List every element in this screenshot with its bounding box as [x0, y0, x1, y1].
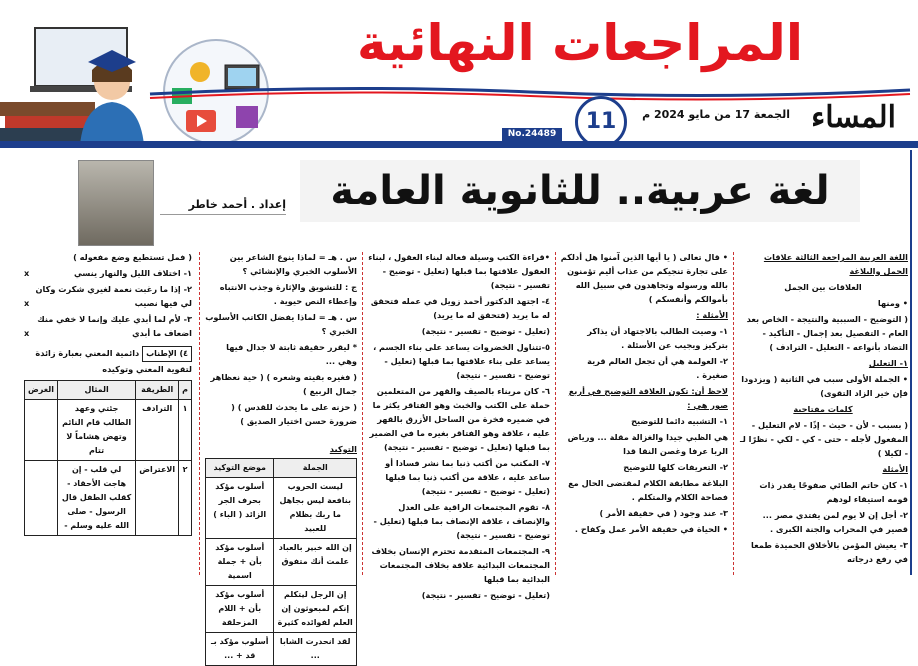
col5-line [24, 266, 192, 280]
col2-line: ١- وصيت الطالب بالاجتهاد أن يذاكر بتركيز ويجيب عن الأسئلة . [587, 326, 728, 350]
table-row [206, 586, 357, 633]
table-cell: الاعتراض [136, 461, 179, 536]
supplement-title: المراجعات النهائية [357, 14, 803, 72]
table-row [206, 539, 357, 586]
col4-line: ( حزنه على ما يحدث للقدس ) ( ضرورة حسن اختيار الصديق ) [231, 402, 357, 426]
table-cell: لقد انحدرت الشابا ... [274, 633, 357, 666]
table-row [206, 478, 357, 539]
author-credit: إعداد . أحمد خاطر [188, 198, 286, 211]
col2-line: ٣- عند وجود ( في حقيقة الأمر ) [599, 508, 728, 518]
table-header-row [25, 381, 192, 400]
x-mark: x [24, 298, 30, 308]
col5-line-text: ٢- إذا ما رغبت نعمة لغيري شكرت وكان لي فيها نصيب [35, 284, 192, 308]
table-cell: ٢ [179, 461, 192, 536]
table-cell: إن الرجل ليتكلم إنكم لمبعوثون إن العلم لفوائده كثيرة [274, 586, 357, 633]
table-cell: أسلوب مؤكد بحرف الجر الزائد ( الباء ) [206, 478, 274, 539]
col3-line: (تعليل - توضيح - تفسير - نتيجة) [421, 326, 550, 336]
col3-line: ٨- تقوم المجتمعات الراقية على العدل والإنصاف ، علاقة الإنصاف بما قبلها (تعليل - توضيح - تفسير - نتيجة) [373, 502, 550, 540]
col3-line: ٤- اجتهد الدكتور أحمد زويل في عمله فتحقق له ما يريد (فتحقق له ما يريد) [370, 296, 550, 320]
masthead [0, 0, 918, 145]
col5-line [24, 312, 192, 340]
table-cell: الترادف [136, 400, 179, 461]
col4-line: س . هـ = لماذا يفضل الكاتب الأسلوب الخبري ؟ [205, 312, 357, 336]
col2-line: ٢- التعريفات كلها للتوضيح [623, 462, 728, 472]
itnab-table [24, 380, 192, 536]
column-4 [205, 250, 357, 660]
col4-line: س . هـ = لماذا ينوع الشاعر بين الأسلوب الخبري والإنشائي ؟ [229, 252, 357, 276]
page-border [910, 150, 912, 575]
col1-line: ١- كان حاتم الطائي صفوحًا يقدر ذات قومه استيقاء لودهم [759, 480, 908, 504]
table-header: الغرض [25, 381, 58, 400]
col5-line-text: ٣- لأم لما أبدي عليك وإنما لا خفي منك اضعاف ما أبدي [37, 314, 192, 338]
table-cell: إن الله خبير بالعباد علمت أنك متفوق [274, 539, 357, 586]
col2-line: البلاغة مطابقة الكلام لمقتضى الحال مع فصاحة الكلام والمتكلم . [568, 478, 728, 502]
itnab-definition: دائمية المعني بعبارة زائدة لتقوية المعني وتوكيده [35, 348, 192, 374]
col2-line: ٢- العولمة هي أن تجعل العالم قرية صغيرة . [587, 356, 728, 380]
col1-line: ١- التعليل [868, 358, 908, 368]
col3-line: ٧- المكتب من أكتب ذنبا بما نشر فسادا أو ساعد عليه ، علاقة من أكتب ذنبا بما قبلها (تعليل - توضيح - تفسير - نتيجة) [385, 458, 550, 496]
col2-line: لاحظ أن: تكون العلاقة التوضيح في أربع صور هي : [568, 386, 728, 410]
table-cell: أسلوب مؤكد بأن + جملة اسمية [206, 539, 274, 586]
col5-line-text: ١- اختلاف الليل والنهار ينسي [74, 268, 192, 278]
column-5 [24, 250, 192, 575]
column-divider [362, 252, 363, 575]
table-cell [25, 461, 58, 536]
column-divider [555, 252, 556, 575]
col2-line: الأمثلة : [696, 310, 728, 320]
table-header: الطريقة [136, 381, 179, 400]
header-divider [0, 141, 918, 148]
col4-line: * ليقرر حقيقة ثابتة لا جدال فيها وهي ... [226, 342, 357, 366]
author-photo [78, 160, 154, 246]
table-cell: أسلوب مؤكد بأن + اللام المزحلقة [206, 586, 274, 633]
table-row [25, 461, 192, 536]
column-divider [733, 252, 734, 575]
col2-line: ١- التشبيه دائما للتوضيح [631, 416, 728, 426]
table-header-row [206, 459, 357, 478]
x-mark: x [24, 268, 30, 278]
issue-code: No.24489 [502, 128, 562, 141]
section-title: لغة عربية.. للثانوية العامة [300, 160, 860, 222]
col2-line: هي الظبي جيدا والغزالة مقلة ... ورياض الربا عرفا وغصن النقا قدا [567, 432, 728, 456]
col1-line: • الجملة الأولى سبب في الثانية ( ويزدودا فإن خير الزاد التقوى) [741, 374, 908, 398]
table-header: م [179, 381, 192, 400]
emphasis-table [205, 458, 357, 666]
newspaper-logo: المساء [811, 100, 896, 135]
table-cell: جئتي وعهد الطالب قام النائم وتهض هشاماً لا تتام [58, 400, 136, 461]
col3-line: ٩- المجتمعات المتقدمة تحترم الإنسان بخلاف المجتمعات البدائية علاقة بخلاف المجتمعات البدائية بما قبلها [371, 546, 550, 584]
column-divider [199, 252, 200, 575]
col1-line: ٣- يعيش المؤمن بالأخلاق الحميدة طمعا في رفع درجاته [751, 540, 908, 564]
col1-line: ( بسبب - لأن - حيث - إذًا - لام التعليل - المفعول لأجله - حتى - كي - لكي - نظرًا لـ - لكيلا ) [739, 420, 908, 458]
graduation-illustration [0, 10, 290, 145]
x-mark: x [24, 328, 30, 338]
col3-line: ٥-تتناول الخضروات يساعد على بناء الجسم ، يساعد على بناء علاقتها بما قبلها (تعليل - توضيح - تفسير - نتيجة) [373, 342, 550, 380]
itnab-label-box: ٤) الإطناب [142, 346, 192, 362]
col5-line: ( فمل تستطيع وضع مفعوله ) [73, 252, 192, 262]
col5-line [24, 282, 192, 310]
issue-number: 11 [575, 96, 627, 148]
col1-line: ( التوضيح - السببية والنتيجة - الخاص بعد العام - التفصيل بعد إجمال - التأكيد - التضاد بأنواعه - التعليل - الترادف ) [746, 314, 908, 352]
table-row [206, 633, 357, 666]
col4-line: ( فغيره بقيته وشعره ) ( حية نعظاهر جمال الربيع ) [210, 372, 357, 396]
col3-line: ٦- كان مريناء بالصيف والقهر من المتعلمين حملة على الكتب والخبث وهو الفتاقر يكثر ما في ضميره فخرة من الساحل الأزرق بالقهر عليه ، علاقة وهو الفتاقر بغيره ما في الضمير بما قبلها (تعليل - توضيح - تفسير - نتيجة) [369, 386, 550, 452]
table-cell: ليست الحروب بنافعة ليس بجاهل ما ربك بظلام للعبيد [274, 478, 357, 539]
col1-line: كلمات مفتاحية [793, 404, 853, 414]
table-cell: أسلوب مؤكد بـ قد + ... [206, 633, 274, 666]
col2-line: • قال تعالى ( يا أيها الذين آمنوا هل أدلكم على تجارة تنجيكم من عذاب أليم تؤمنون بالله ورسوله وتجاهدون في سبيل الله بأموالكم وأنفسكم ) [560, 252, 728, 304]
col1-line: ٢- أجل إن لا يوم لمن يفتدي مصر ... قصير في المحراب والجنة الكبرى . [762, 510, 908, 534]
table-header: المثال [58, 381, 136, 400]
col1-line: • ومنها [877, 298, 908, 308]
table-cell: لي قلب - إن هاجت الأحقاد - كقلب الطفل قال الرسول - صلى الله عليه وسلم - [58, 461, 136, 536]
col3-line: (تعليل - توضيح - تفسير - نتيجة) [421, 590, 550, 600]
column-3 [368, 250, 550, 600]
author-underline [160, 214, 286, 215]
col5-box-line [24, 346, 192, 376]
table-header: موضع التوكيد [206, 459, 274, 478]
col1-line: الأمثلة [882, 464, 908, 474]
column-1 [738, 250, 908, 575]
table-row [25, 400, 192, 461]
col4-line: ج : للتشويق والإثارة وجذب الانتباه وإعطاء النص حيوية . [219, 282, 357, 306]
col1-heading: اللغة العربية المراجعة الثالثة علاقات الجمل والبلاغة [763, 252, 908, 276]
issue-date: الجمعة 17 من مايو 2024 م [642, 108, 790, 121]
table-cell [25, 400, 58, 461]
column-2 [560, 250, 728, 575]
col4-table-title: التوكيد [329, 444, 357, 454]
col3-line: •قراءة الكتب وسيلة فعالة لبناء العقول ، لبناء العقول علاقتها بما قبلها (تعليل - توضيح - تفسير - نتيجة) [368, 252, 550, 290]
col2-line: • الحياة في حقيقة الأمر عمل وكفاح . [574, 524, 728, 534]
table-header: الجملة [274, 459, 357, 478]
col1-subheading: العلاقات بين الجمل [784, 282, 862, 292]
table-cell: ١ [179, 400, 192, 461]
